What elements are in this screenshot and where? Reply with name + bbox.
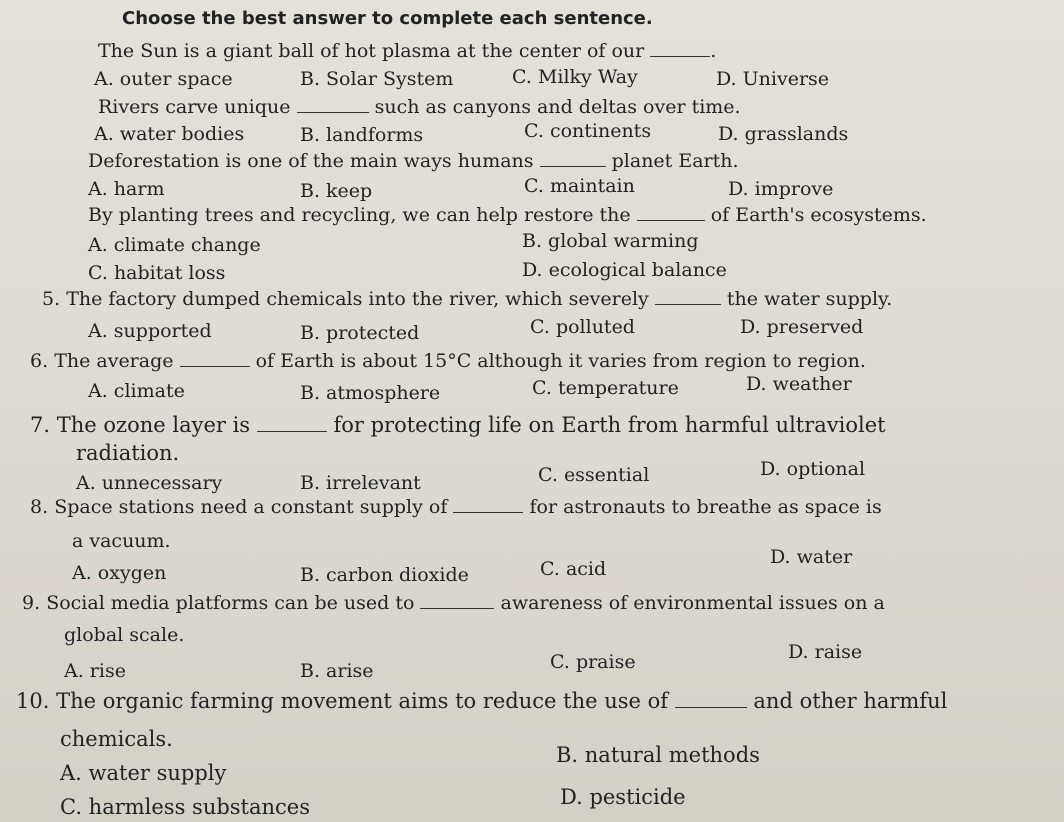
question-text-end: planet Earth. [611,150,739,172]
question-number: 8. [30,496,49,518]
answer-blank[interactable] [655,290,721,305]
option-a[interactable]: A. climate change [88,234,261,256]
question-6 [30,350,866,372]
instruction-heading: Choose the best answer to complete each sentence. [122,8,653,29]
option-d[interactable]: D. pesticide [560,785,686,809]
question-text: Deforestation is one of the main ways humans [88,150,534,172]
option-c[interactable]: C. temperature [532,377,679,399]
option-d[interactable]: D. weather [746,373,852,395]
answer-blank[interactable] [180,352,250,367]
question-text-end: awareness of environmental issues on a [500,592,885,614]
option-c[interactable]: C. praise [550,651,636,673]
question-7 [30,414,886,436]
option-a[interactable]: A. supported [88,320,212,342]
answer-blank[interactable] [257,417,327,432]
option-c[interactable]: C. Milky Way [512,66,638,88]
question-9 [22,592,885,614]
option-a[interactable]: A. water bodies [94,123,245,145]
option-d[interactable]: D. grasslands [718,123,849,145]
option-a[interactable]: A. rise [64,660,126,682]
option-d[interactable]: D. preserved [740,316,864,338]
question-text: The factory dumped chemicals into the river, which severely [66,288,649,310]
option-d[interactable]: D. ecological balance [522,259,727,281]
question-number: 10. [16,689,50,713]
option-c[interactable]: C. polluted [530,316,635,338]
question-8 [30,496,882,518]
answer-blank[interactable] [540,152,606,167]
option-b[interactable]: B. irrelevant [300,472,421,494]
option-d[interactable]: D. optional [760,458,866,480]
option-c[interactable]: C. harmless substances [60,795,311,819]
question-text: Social media platforms can be used to [46,592,415,614]
question-text: The organic farming movement aims to reduce the use of [56,689,669,713]
option-a[interactable]: A. unnecessary [76,472,223,494]
option-b[interactable]: B. protected [300,322,420,344]
question-text-end: the water supply. [726,288,893,310]
option-d[interactable]: D. improve [728,178,834,200]
option-d[interactable]: D. raise [788,641,863,663]
question-5 [42,288,892,310]
question-text: The average [54,350,174,372]
option-a[interactable]: A. climate [88,380,185,402]
question-text: The ozone layer is [56,413,251,437]
question-text-end: of Earth is about 15°C although it varies from region to region. [255,350,866,372]
question-continuation: a vacuum. [72,530,171,552]
question-text: Space stations need a constant supply of [54,496,448,518]
option-b[interactable]: B. atmosphere [300,382,441,404]
option-c[interactable]: C. acid [540,558,607,580]
question-continuation: chemicals. [60,727,173,751]
answer-blank[interactable] [637,206,705,221]
answer-blank[interactable] [420,594,494,609]
option-c[interactable]: C. habitat loss [88,262,226,284]
answer-blank[interactable] [453,498,523,513]
option-a[interactable]: A. water supply [60,761,227,785]
option-a[interactable]: A. outer space [94,68,233,90]
answer-blank[interactable] [650,42,710,57]
option-c[interactable]: C. maintain [524,175,635,197]
question-text-end: . [710,40,717,62]
question-text-end: such as canyons and deltas over time. [374,96,741,118]
option-c[interactable]: C. essential [538,464,650,486]
question-text-end: of Earth's ecosystems. [710,204,927,226]
question-number: 9. [22,592,41,614]
question-continuation: global scale. [64,624,185,646]
question-10 [16,690,947,712]
question-number: 5. [42,288,61,310]
question-2 [98,96,741,118]
option-c[interactable]: C. continents [524,120,652,142]
question-text-end: for protecting life on Earth from harmful ultraviolet [333,413,886,437]
option-d[interactable]: D. water [770,546,853,568]
question-text: Rivers carve unique [98,96,291,118]
answer-blank[interactable] [675,693,747,708]
option-b[interactable]: B. keep [300,180,373,202]
question-text: By planting trees and recycling, we can help restore the [88,204,631,226]
question-number: 6. [30,350,49,372]
question-text-end: for astronauts to breathe as space is [529,496,882,518]
option-b[interactable]: B. global warming [522,230,699,252]
question-text-end: and other harmful [753,689,948,713]
option-b[interactable]: B. natural methods [556,743,760,767]
option-b[interactable]: B. arise [300,660,374,682]
option-b[interactable]: B. carbon dioxide [300,564,469,586]
option-d[interactable]: D. Universe [716,68,830,90]
question-number: 7. [30,413,51,437]
question-3 [88,150,739,172]
option-a[interactable]: A. oxygen [72,562,167,584]
option-b[interactable]: B. Solar System [300,68,454,90]
option-b[interactable]: B. landforms [300,124,424,146]
question-4 [88,204,927,226]
question-continuation: radiation. [76,441,180,465]
answer-blank[interactable] [297,98,369,113]
question-1 [98,40,716,62]
question-text: The Sun is a giant ball of hot plasma at the center of our [98,40,645,62]
option-a[interactable]: A. harm [88,178,165,200]
